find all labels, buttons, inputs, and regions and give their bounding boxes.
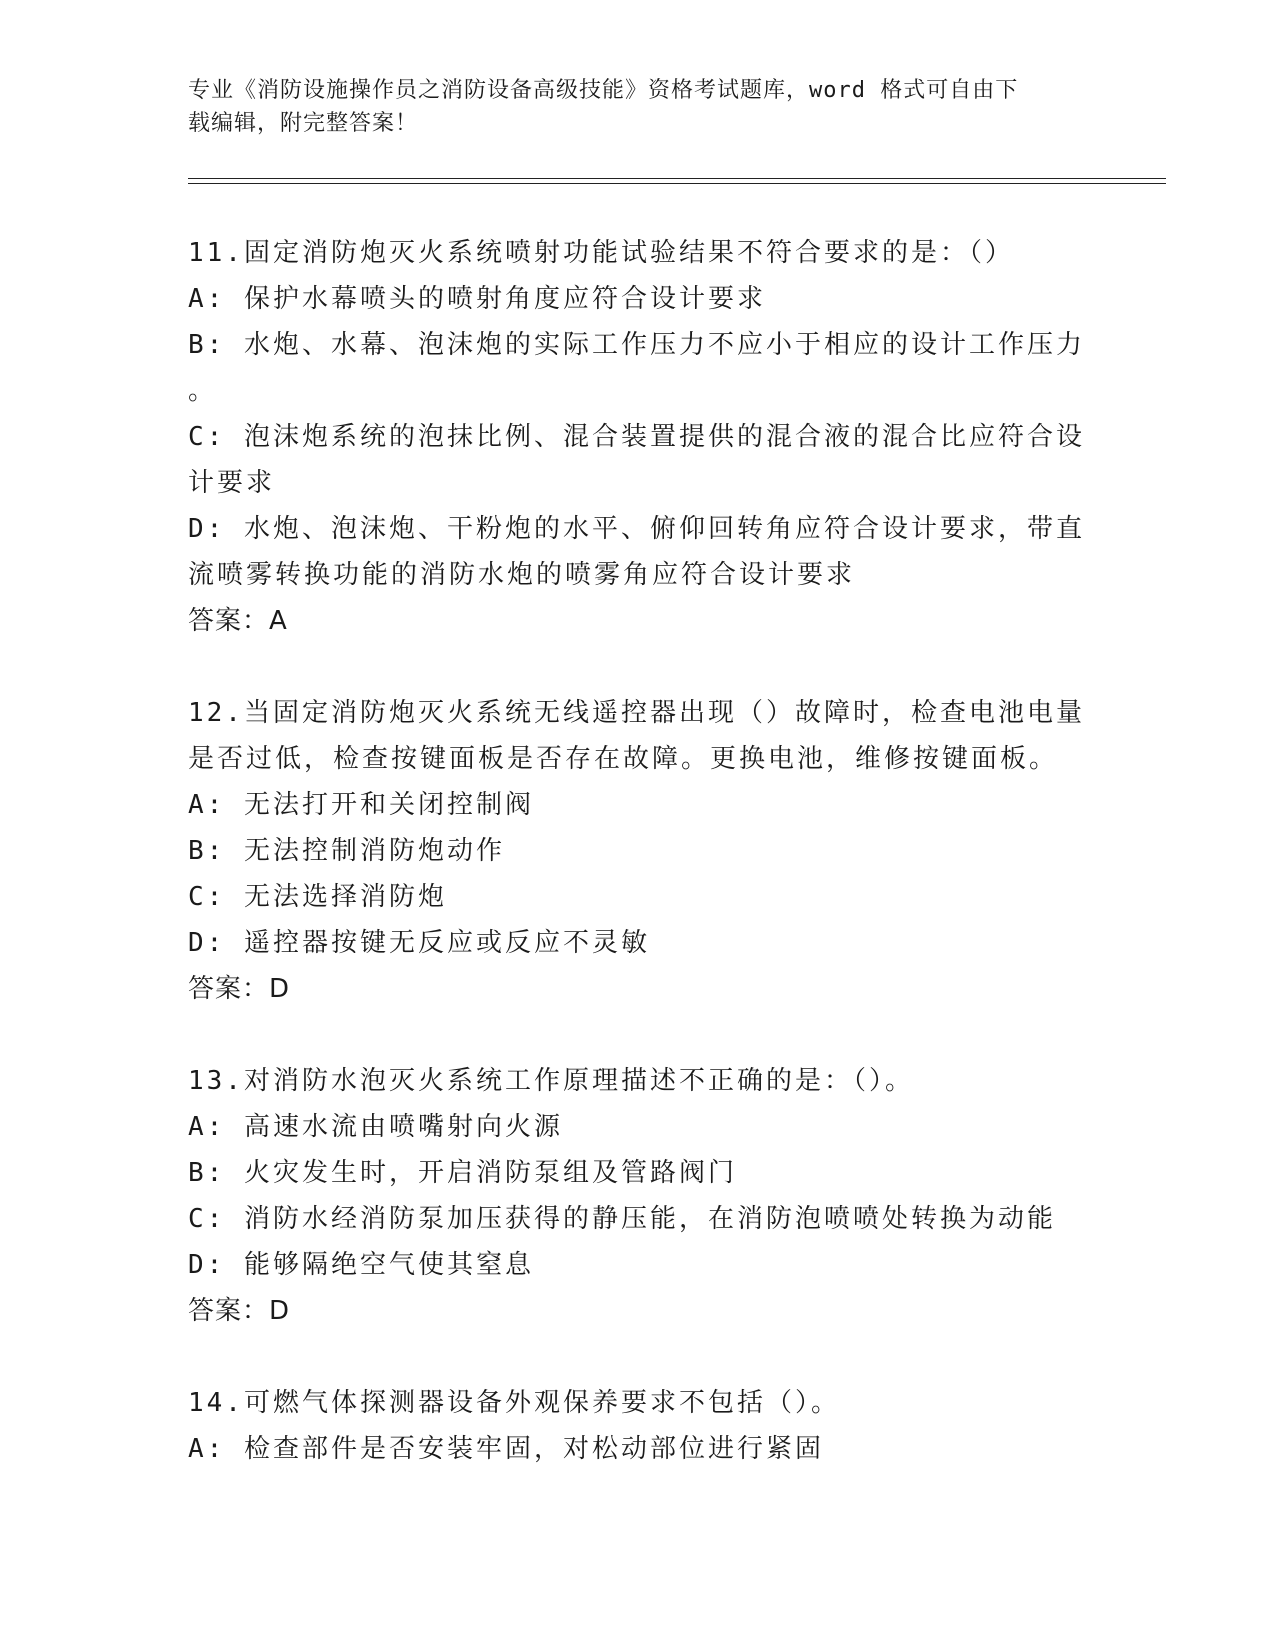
answer-option: 流喷雾转换功能的消防水炮的喷雾角应符合设计要求: [188, 560, 856, 590]
question-list: [188, 230, 1088, 1472]
header-line-1: 专业《消防设施操作员之消防设备高级技能》资格考试题库，word 格式可自由下: [188, 78, 1019, 103]
answer-option: C: 消防水经消防泵加压获得的静压能，在消防泡喷喷处转换为动能: [188, 1204, 1056, 1234]
answer-option: C: 无法选择消防炮: [188, 882, 447, 912]
answer-option: 计要求: [188, 468, 276, 498]
answer-option: B: 火灾发生时，开启消防泵组及管路阀门: [188, 1158, 737, 1188]
document-header: [188, 74, 1088, 140]
header-line-2: 载编辑，附完整答案！: [188, 111, 419, 136]
answer-option: D: 水炮、泡沫炮、干粉炮的水平、俯仰回转角应符合设计要求，带直: [188, 514, 1085, 544]
answer-option: C: 泡沫炮系统的泡抹比例、混合装置提供的混合液的混合比应符合设: [188, 422, 1085, 452]
answer-key: 答案：D: [188, 1296, 291, 1326]
question-item: [188, 230, 1088, 644]
answer-key: 答案：A: [188, 606, 288, 636]
question-item: [188, 690, 1088, 1012]
question-stem: 11.固定消防炮灭火系统喷射功能试验结果不符合要求的是：（）: [188, 238, 1014, 268]
answer-option: D: 能够隔绝空气使其窒息: [188, 1250, 534, 1280]
answer-option: A: 保护水幕喷头的喷射角度应符合设计要求: [188, 284, 766, 314]
question-stem: 14.可燃气体探测器设备外观保养要求不包括（）。: [188, 1388, 840, 1418]
answer-key: 答案：D: [188, 974, 291, 1004]
header-divider-top: [188, 178, 1166, 179]
answer-option: B: 水炮、水幕、泡沫炮的实际工作压力不应小于相应的设计工作压力: [188, 330, 1085, 360]
answer-option: A: 无法打开和关闭控制阀: [188, 790, 534, 820]
answer-option: A: 检查部件是否安装牢固，对松动部位进行紧固: [188, 1434, 824, 1464]
answer-option: 。: [188, 376, 218, 406]
question-stem: 13.对消防水泡灭火系统工作原理描述不正确的是：（）。: [188, 1066, 914, 1096]
question-item: [188, 1058, 1088, 1334]
answer-option: D: 遥控器按键无反应或反应不灵敏: [188, 928, 650, 958]
question-stem: 是否过低，检查按键面板是否存在故障。更换电池，维修按键面板。: [188, 744, 1059, 774]
answer-option: B: 无法控制消防炮动作: [188, 836, 505, 866]
header-divider-bottom: [188, 183, 1166, 184]
question-item: [188, 1380, 1088, 1472]
question-stem: 12.当固定消防炮灭火系统无线遥控器出现（）故障时，检查电池电量: [188, 698, 1085, 728]
answer-option: A: 高速水流由喷嘴射向火源: [188, 1112, 563, 1142]
